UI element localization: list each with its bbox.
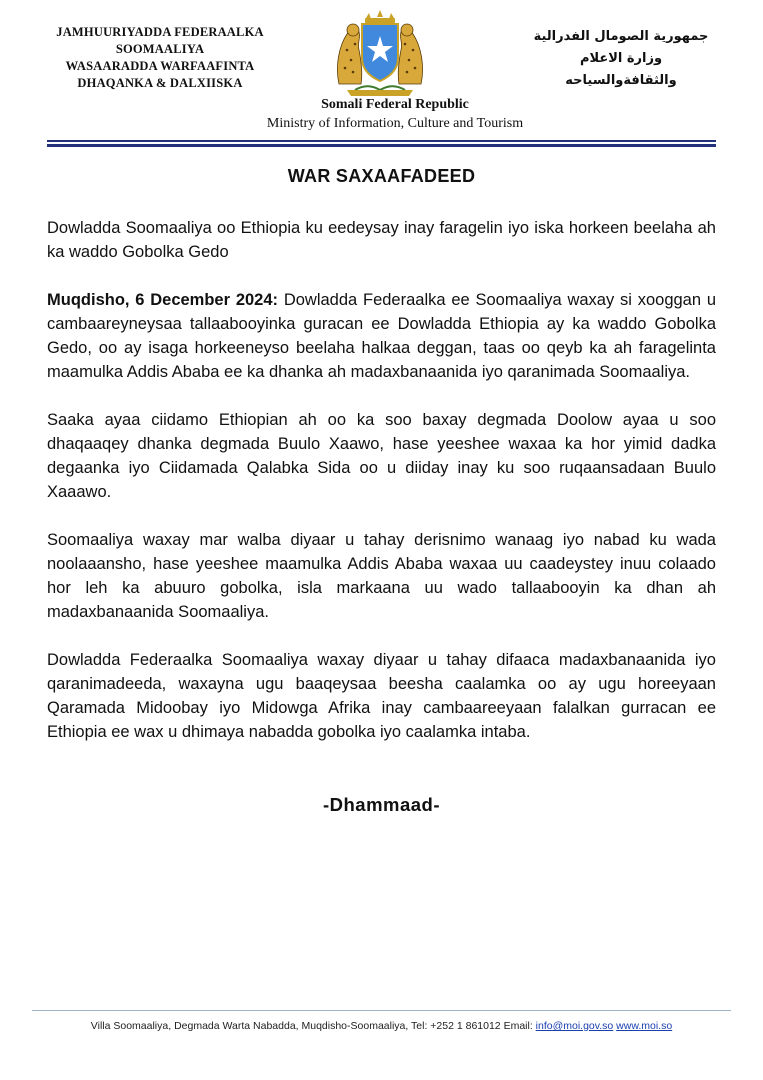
letterhead — [0, 0, 763, 150]
headline: Dowladda Soomaaliya oo Ethiopia ku eedeysay inay faragelin iyo iska horkeen beelaha ah ka waddo Gobolka Gedo — [47, 219, 716, 261]
document-title: WAR SAXAAFADEED — [287, 166, 476, 186]
org-line: SOOMAALIYA — [115, 42, 205, 56]
dateline: Muqdisho, 6 December 2024: — [47, 291, 279, 309]
press-release-body — [47, 216, 716, 768]
paragraph: Soomaaliya waxay mar walba diyaar u tahay derisnimo wanaag iyo nabad ku wada noolaaansho, hase yeeshee maamulka Addis Ababa waxaa uu caadeystey inuu colaado hor leh ka abuuro gobolka, isla markaana uu wado tallaabooyin ka dhan ah madaxbanaanida Soomaaliya. — [47, 531, 716, 621]
org-line-arabic: والثقافةوالسياحه — [565, 73, 677, 88]
org-line-arabic: وزارة الاعلام — [579, 51, 663, 66]
header-divider — [47, 140, 716, 142]
email-link[interactable]: info@moi.gov.so — [535, 1020, 614, 1032]
paragraph: Saaka ayaa ciidamo Ethiopian ah oo ka soo baxay degmada Doolow ayaa u soo dhaqaaqey dhanka degmada Buulo Xaawo, hase yeeshee waxaa ka hor yimid dadka degaanka iyo Ciidamada Qalabka Sida oo u diiday inay ku soo ruqaansadaan Buulo Xaaawo. — [47, 411, 716, 501]
org-name-english — [200, 96, 590, 134]
somalia-coat-of-arms-icon — [325, 6, 435, 98]
org-line: DHAQANKA & DALXIISKA — [77, 76, 243, 90]
republic-name: Somali Federal Republic — [321, 97, 469, 112]
org-line: JAMHUURIYADDA FEDERAALKA — [56, 25, 264, 39]
header-divider — [47, 144, 716, 147]
footer-address: Villa Soomaaliya, Degmada Warta Nabadda, Muqdisho-Soomaaliya, Tel: +252 1 861012 Email: — [90, 1020, 536, 1032]
paragraph-text: Dowladda Federaalka ee Soomaaliya waxay si xooggan u cambaareyneysaa tallaabooyinka guracan ee Dowladda Ethiopia ay ka waddo Gobolka Gedo, oo ay isaga horkeeneyso beelaha halkaa deggan, taas oo qeyb ka ah faragelinta maamulka Addis Ababa ee ka dhanka ah madaxbanaanida iyo qaranimada Soomaaliya. — [47, 291, 716, 381]
footer — [0, 1020, 763, 1032]
org-name-arabic — [501, 26, 741, 92]
paragraph — [47, 288, 716, 384]
paragraph: Dowladda Federaalka Soomaaliya waxay diyaar u tahay difaaca madaxbanaanida iyo qaranimadeeda, waxayna ugu baaqeysaa beesha caalamka oo ay ugu horeeyaan Qaramada Midoobay iyo Midowga Afrika inay cambaareeyaan falalkan gurracan ee Ethiopia ee wax u dhimaya nabadda gobolka iyo caalamka intaba. — [47, 651, 716, 741]
ministry-name: Ministry of Information, Culture and Tourism — [266, 116, 524, 131]
org-line-arabic: جمهورية الصومال الفدرالية — [533, 29, 709, 44]
website-link[interactable]: www.moi.so — [616, 1020, 673, 1032]
footer-divider — [32, 1010, 731, 1011]
closing-mark: -Dhammaad- — [322, 794, 441, 815]
org-name-somali — [30, 24, 290, 92]
org-line: WASAARADDA WARFAAFINTA — [65, 59, 255, 73]
